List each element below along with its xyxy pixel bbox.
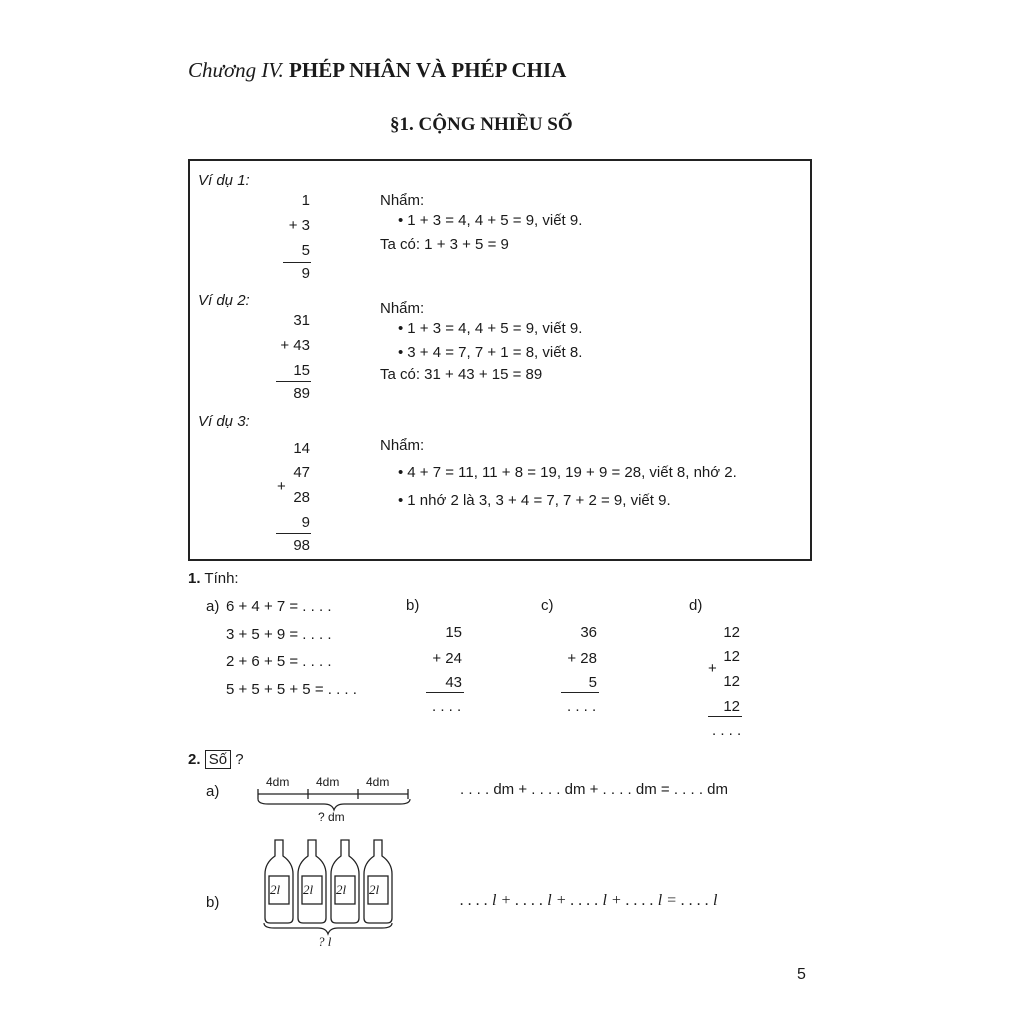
chapter-heading [188,58,566,83]
example-1-nham-label: Nhẩm: [380,192,425,209]
example-3-addend: 9 [301,514,310,531]
exercise-1d-result: . . . . [712,722,742,739]
exercise-1b-number: 15 [445,624,462,641]
example-2-label: Ví dụ 2: [198,292,250,309]
exercise-1a-line: 5 + 5 + 5 + 5 = . . . . [226,681,357,698]
segment-label: 4dm [266,775,290,789]
example-1-bullet: • 1 + 3 = 4, 4 + 5 = 9, viết 9. [398,212,582,229]
bottle-label: 2l [303,882,314,897]
example-1-conclusion: Ta có: 1 + 3 + 5 = 9 [380,236,509,253]
bottle-label: 2l [270,882,281,897]
example-3-addend: 14 [293,440,310,457]
exercise-1c-sum-line [561,692,599,693]
exercise-1c-result: . . . . [567,698,597,715]
example-3-addend: 28 [293,489,310,506]
example-1-addend: + 3 [288,217,310,234]
exercise-1d-label: d) [689,597,703,614]
example-2-sum-line [276,381,311,382]
example-1-addend: 5 [301,242,310,259]
example-2-bullet: • 1 + 3 = 4, 4 + 5 = 9, viết 9. [398,320,582,337]
exercise-1a-label: a) [206,598,220,615]
exercise-1b-number: + 24 [432,650,462,667]
segment-label: 4dm [366,775,390,789]
example-2-result: 89 [293,385,310,402]
exercise-1c-number: 5 [588,674,597,691]
example-2-nham-label: Nhẩm: [380,300,425,317]
exercise-2-number: 2. [188,751,201,768]
example-3-label: Ví dụ 3: [198,413,250,430]
example-1-sum-line [283,262,311,263]
bottles-total-label: ? l [318,934,332,949]
exercise-2-heading [188,750,244,769]
exercise-1d-plus-sign: + [708,660,717,677]
question-mark: ? [235,751,244,768]
example-1-addend: 1 [301,192,310,209]
example-3-result: 98 [293,537,310,554]
exercise-2a-answer: . . . . dm + . . . . dm + . . . . dm = . . . . dm [460,781,728,798]
exercise-1b-label: b) [406,597,420,614]
example-1-result: 9 [301,265,310,282]
total-label: ? dm [318,810,345,824]
exercise-1b-result: . . . . [432,698,462,715]
exercise-1-number: 1. [188,570,201,587]
example-2-conclusion: Ta có: 31 + 43 + 15 = 89 [380,366,543,383]
exercise-1b-sum-line [426,692,464,693]
example-1-label: Ví dụ 1: [198,172,250,189]
exercise-1a-line: 2 + 6 + 5 = . . . . [226,653,332,670]
page-number: 5 [797,966,806,983]
example-3-bullet: • 1 nhớ 2 là 3, 3 + 4 = 7, 7 + 2 = 9, viết 9. [398,492,671,509]
section-title: §1. CỘNG NHIỀU SỐ [390,114,573,135]
example-3-nham-label: Nhẩm: [380,437,425,454]
example-3-sum-line [276,533,311,534]
exercise-1a-line: 3 + 5 + 9 = . . . . [226,626,332,643]
example-2-addend: 31 [293,312,310,329]
exercise-1c-label: c) [541,597,554,614]
exercise-1d-number: 12 [723,648,740,665]
bottle-label: 2l [369,882,380,897]
exercise-1c-number: 36 [580,624,597,641]
exercise-2b-label: b) [206,894,220,911]
example-3-addend: 47 [293,464,310,481]
example-3-plus-sign: + [277,478,286,495]
exercise-1d-number: 12 [723,698,740,715]
exercise-1d-number: 12 [723,624,740,641]
example-3-bullet: • 4 + 7 = 11, 11 + 8 = 19, 19 + 9 = 28, viết 8, nhớ 2. [398,464,737,481]
segment-label: 4dm [316,775,340,789]
exercise-2b-answer: . . . . l + . . . . l + . . . . l + . . . . l = . . . . l [460,892,718,909]
example-2-bullet: • 3 + 4 = 7, 7 + 1 = 8, viết 8. [398,344,582,361]
exercise-1a-line: 6 + 4 + 7 = . . . . [226,598,332,615]
exercise-1-title: Tính: [204,570,239,587]
chapter-prefix: Chương IV. [188,58,284,82]
example-2-addend: 15 [293,362,310,379]
exercise-1c-number: + 28 [567,650,597,667]
chapter-title: PHÉP NHÂN VÀ PHÉP CHIA [289,58,567,82]
exercise-1d-sum-line [708,716,742,717]
example-2-addend: + 43 [280,337,310,354]
exercise-1b-number: 43 [445,674,462,691]
bottle-label: 2l [336,882,347,897]
exercise-1-heading [188,570,239,587]
exercise-2a-label: a) [206,783,220,800]
so-box: Số [205,750,231,769]
exercise-1d-number: 12 [723,673,740,690]
